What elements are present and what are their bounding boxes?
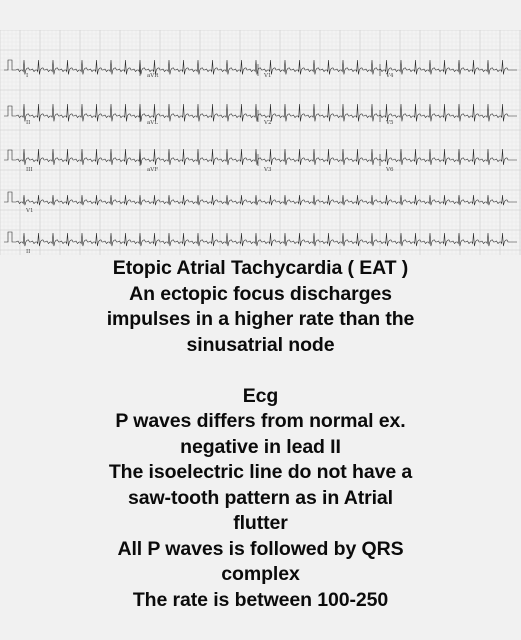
caption-definition-line-2: impulses in a higher rate than the (106, 308, 415, 330)
caption-ecg-point-7: complex (221, 563, 300, 585)
caption-ecg-point-2: negative in lead II (180, 435, 341, 458)
lead-label-row3-col3: V3 (264, 167, 272, 173)
caption-ecg-point-1: P waves differs from normal ex. (115, 410, 406, 432)
caption-ecg-point-4: saw-tooth pattern as in Atrial (128, 486, 393, 509)
caption-title: Etopic Atrial Tachycardia ( EAT ) (112, 257, 409, 279)
caption-ecg-point-3: The isoelectric line do not have a (108, 461, 413, 483)
ecg-paper (0, 30, 521, 255)
caption-ecg-point-6: All P waves is followed by QRS (117, 537, 404, 560)
ecg-tracing (0, 30, 521, 255)
lead-label-row5: II (26, 249, 31, 255)
lead-label-row1-col4: V4 (386, 73, 394, 79)
caption-ecg-heading: Ecg (242, 384, 279, 407)
lead-label-row3-col1: III (26, 167, 33, 173)
lead-label-row2-col2: aVL (147, 120, 158, 126)
lead-label-row3-col2: aVF (147, 167, 159, 173)
lead-label-row2-col3: V2 (264, 120, 272, 126)
lead-label-row1-col3: V1 (264, 73, 272, 79)
caption-spacer (0, 358, 521, 384)
lead-label-row1-col1: I (26, 73, 29, 79)
lead-label-row1-col2: aVR (147, 73, 159, 79)
caption-definition-line-3: sinusatrial node (186, 333, 335, 356)
caption-definition-line-1: An ectopic focus discharges (129, 282, 392, 305)
caption-ecg-point-8: The rate is between 100-250 (132, 588, 389, 611)
lead-label-row2-col1: II (26, 120, 31, 126)
lead-label-row3-col4: V6 (386, 167, 394, 173)
lead-label-row4: V1 (26, 208, 34, 214)
lead-label-row2-col4: V5 (386, 120, 394, 126)
caption-text-block (0, 256, 521, 613)
caption-ecg-point-5: flutter (233, 512, 288, 534)
